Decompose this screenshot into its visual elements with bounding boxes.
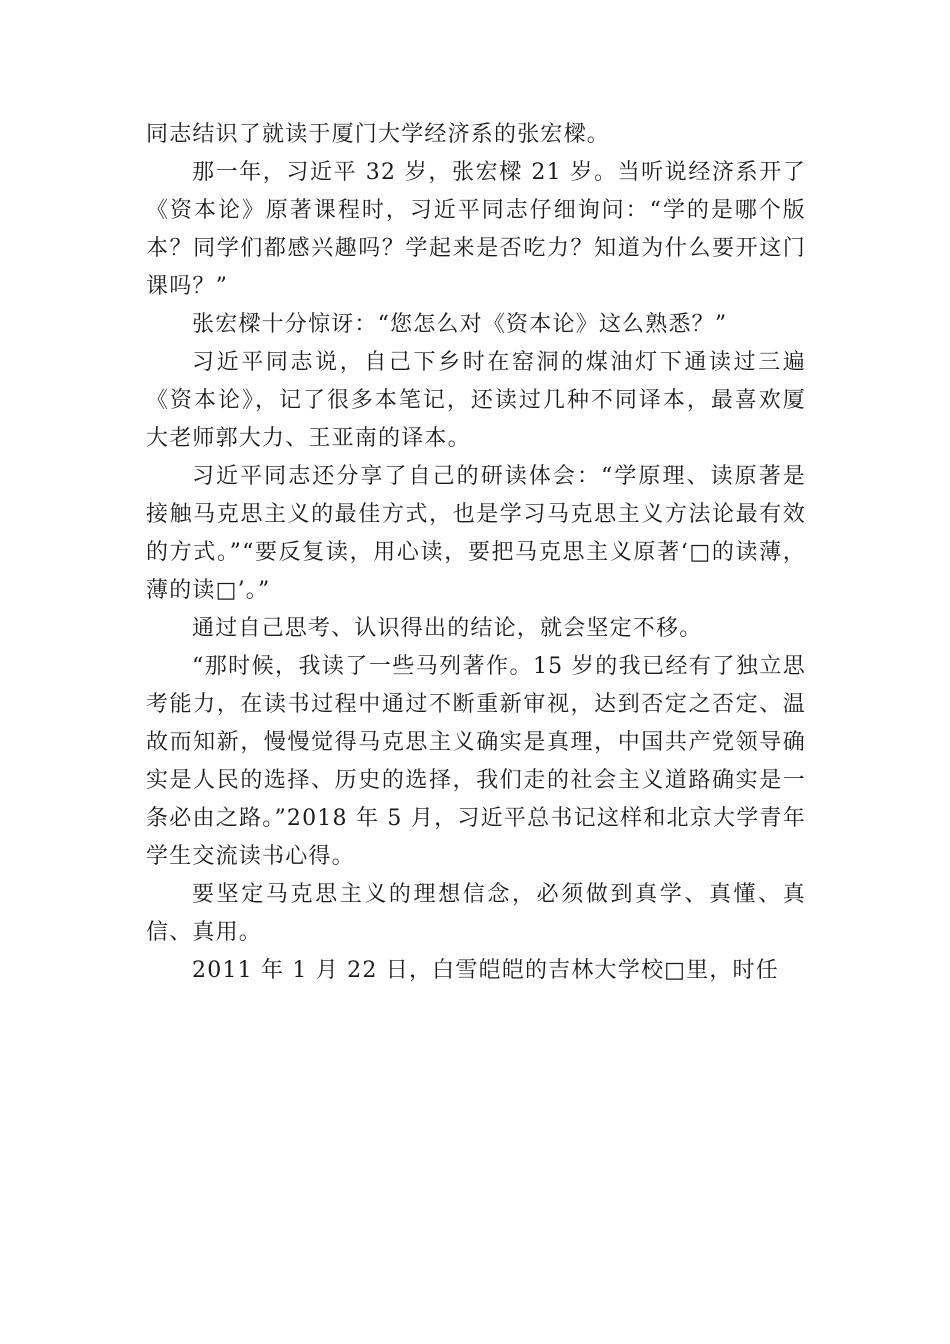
paragraph-8: 要坚定马克思主义的理想信念，必须做到真学、真懂、真信、真用。 — [146, 882, 806, 945]
paragraph-6: 通过自己思考、认识得出的结论，就会坚定不移。 — [192, 616, 703, 641]
paragraph-4: 习近平同志说，自己下乡时在窑洞的煤油灯下通读过三遍《资本论》，记了很多本笔记，还读过几种不同译本，最喜欢厦大老师郭大力、王亚南的译本。 — [146, 350, 806, 451]
paragraph-9: 2011 年 1 月 22 日，白雪皑皑的吉林大学校□里，时任 — [192, 958, 779, 983]
paragraph-1: 同志结识了就读于厦门大学经济系的张宏樑。 — [146, 122, 611, 147]
paragraph-5: 习近平同志还分享了自己的研读体会：“学原理、读原著是接触马克思主义的最佳方式，也是学习马克思主义方法论最有效的方式。”“要反复读，用心读，要把马克思主义原著‘□的读薄，薄的读□’。” — [146, 464, 806, 603]
body-text — [146, 116, 806, 990]
paragraph-7: “那时候，我读了一些马列著作。15 岁的我已经有了独立思考能力，在读书过程中通过不断重新审视，达到否定之否定、温故而知新，慢慢觉得马克思主义确实是真理，中国共产党领导确实是人民的选择、历史的选择，我们走的社会主义道路确实是一条必由之路。”2018 年 5 月，习近平总书记这样和北京大学青年学生交流读书心得。 — [146, 654, 806, 869]
paragraph-2: 那一年，习近平 32 岁，张宏樑 21 岁。当听说经济系开了《资本论》原著课程时，习近平同志仔细询问：“学的是哪个版本？同学们都感兴趣吗？学起来是否吃力？知道为什么要开这门课吗？” — [146, 160, 806, 299]
paragraph-3: 张宏樑十分惊讶：“您怎么对《资本论》这么熟悉？” — [192, 312, 728, 337]
